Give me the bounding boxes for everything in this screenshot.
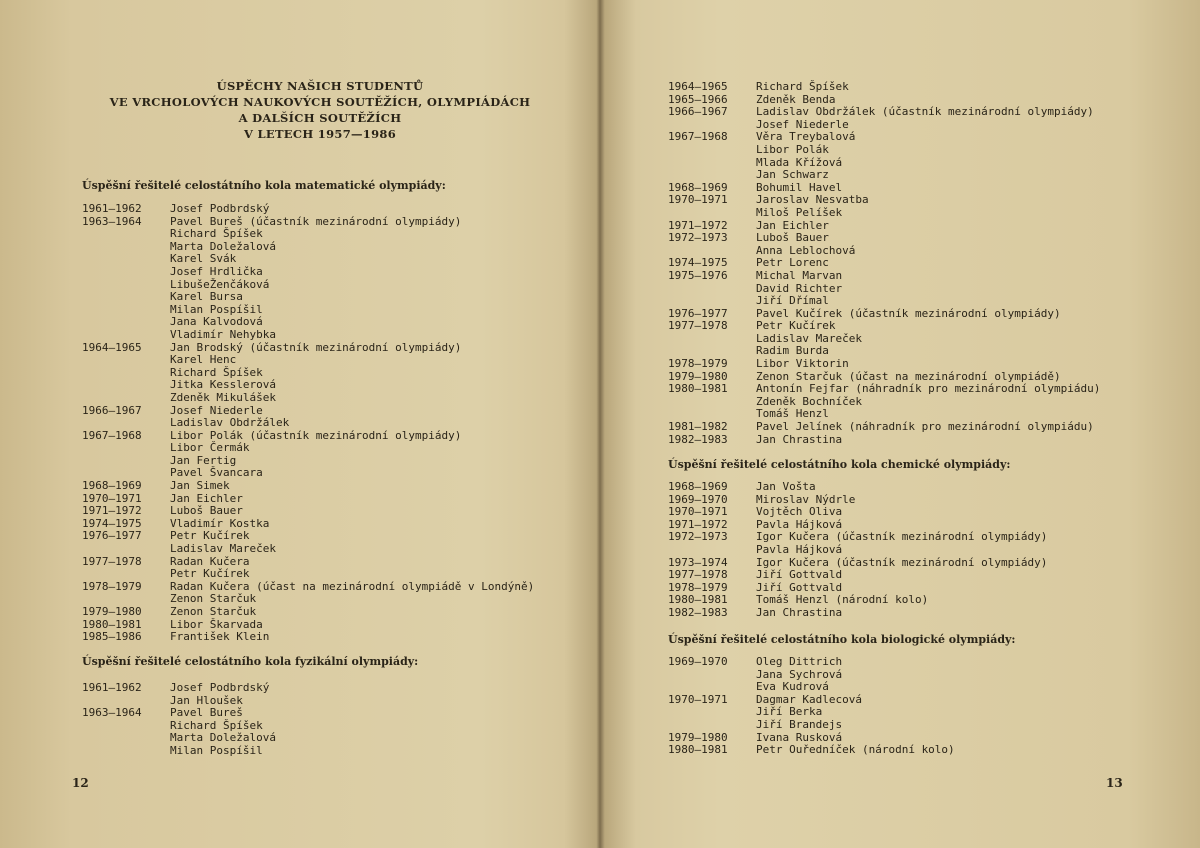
- document-title: [80, 78, 560, 142]
- year-range: [82, 354, 170, 367]
- student-name: Libor Polák (účastník mezinárodní olympiády): [170, 428, 462, 442]
- student-name: Libor Viktorin: [756, 357, 849, 371]
- math-olympiad-list: [82, 203, 534, 644]
- list-item: [668, 506, 1047, 519]
- student-name: Jan Brodský (účastník mezinárodní olympiády): [170, 340, 462, 354]
- list-item: [668, 131, 1100, 144]
- year-range: [82, 442, 170, 455]
- year-range: 1970—1971: [668, 692, 728, 706]
- year-range: [82, 720, 170, 733]
- student-name: Pavel Kučírek (účastník mezinárodní olympiády): [756, 306, 1061, 320]
- student-name: Jiří Brandejs: [756, 717, 843, 731]
- list-item: [668, 194, 1100, 207]
- year-range: [82, 392, 170, 405]
- student-name: Jan Schwarz: [756, 168, 829, 182]
- student-name: Petr Kučírek: [170, 529, 250, 543]
- list-item: [668, 257, 1100, 270]
- student-name: Luboš Bauer: [756, 231, 829, 245]
- student-name: Jiří Gottvald: [756, 568, 843, 582]
- title-line: V LETECH 1957—1986: [243, 127, 397, 141]
- list-item: [82, 203, 534, 216]
- year-range: 1978—1979: [82, 579, 142, 593]
- list-item: [668, 544, 1047, 557]
- list-item: [668, 308, 1100, 321]
- year-range: [82, 732, 170, 745]
- year-range: 1970—1971: [668, 505, 728, 519]
- year-range: 1971—1972: [82, 504, 142, 518]
- list-item: [668, 345, 1100, 358]
- year-range: [82, 745, 170, 758]
- list-item: [668, 333, 1100, 346]
- page-number: 12: [72, 776, 89, 790]
- year-range: [82, 228, 170, 241]
- student-name: Dagmar Kadlecová: [756, 692, 862, 706]
- list-item: [82, 442, 534, 455]
- chemistry-olympiad-list: [668, 481, 1047, 620]
- student-name: Jan Eichler: [756, 218, 829, 232]
- year-range: 1982—1983: [668, 605, 728, 619]
- year-range: 1968—1969: [668, 180, 728, 194]
- student-name: Pavla Hájková: [756, 517, 843, 531]
- student-name: Zdeněk Benda: [756, 92, 836, 106]
- year-range: 1972—1973: [668, 231, 728, 245]
- student-name: Věra Treybalová: [756, 130, 856, 144]
- year-range: [668, 333, 756, 346]
- student-name: Marta Doležalová: [170, 731, 276, 745]
- list-item: [668, 232, 1100, 245]
- year-range: [82, 316, 170, 329]
- student-name: Eva Kudrová: [756, 680, 829, 694]
- list-item: [82, 606, 534, 619]
- year-range: [668, 157, 756, 170]
- student-name: Pavel Bureš: [170, 706, 243, 720]
- list-item: [82, 530, 534, 543]
- year-range: 1976—1977: [82, 529, 142, 543]
- student-name: Zdeněk Bochníček: [756, 394, 862, 408]
- year-range: [668, 706, 756, 719]
- year-range: 1963—1964: [82, 214, 142, 228]
- student-name: Ladislav Obdržálek: [170, 416, 290, 430]
- year-range: 1973—1974: [668, 555, 728, 569]
- year-range: 1976—1977: [668, 306, 728, 320]
- student-name: Miroslav Nýdrle: [756, 492, 856, 506]
- list-item: [668, 719, 955, 732]
- year-range: [82, 291, 170, 304]
- list-item: [82, 379, 534, 392]
- year-range: 1964—1965: [668, 80, 728, 93]
- list-item: [668, 481, 1047, 494]
- year-range: 1967—1968: [82, 428, 142, 442]
- year-range: 1969—1970: [668, 655, 728, 668]
- list-item: [668, 169, 1100, 182]
- year-range: [668, 169, 756, 182]
- year-range: [82, 304, 170, 317]
- list-item: [668, 283, 1100, 296]
- student-name: Ivana Rusková: [756, 730, 843, 744]
- list-item: [82, 480, 534, 493]
- student-name: Tomáš Henzl: [756, 407, 829, 421]
- list-item: [668, 207, 1100, 220]
- list-item: [82, 631, 534, 644]
- list-item: [668, 182, 1100, 195]
- student-name: Jiří Gottvald: [756, 580, 843, 594]
- list-item: [82, 354, 534, 367]
- year-range: 1977—1978: [82, 554, 142, 568]
- title-line: ÚSPĚCHY NAŠICH STUDENTŮ: [216, 79, 424, 93]
- student-name: Igor Kučera (účastník mezinárodní olympiády): [756, 555, 1048, 569]
- year-range: 1961—1962: [82, 681, 142, 694]
- year-range: 1978—1979: [668, 580, 728, 594]
- student-name: Jiří Berka: [756, 705, 823, 719]
- year-range: [668, 544, 756, 557]
- student-name: Petr Ouředníček (národní kolo): [756, 743, 955, 757]
- list-item: [82, 329, 534, 342]
- list-item: [668, 421, 1100, 434]
- student-name: Josef Podbrdský: [170, 202, 270, 215]
- student-name: Josef Niederle: [756, 117, 849, 131]
- list-item: [82, 417, 534, 430]
- year-range: [668, 144, 756, 157]
- student-name: Richard Špíšek: [170, 227, 263, 241]
- student-name: Igor Kučera (účastník mezinárodní olympiády): [756, 530, 1048, 544]
- student-name: František Klein: [170, 630, 270, 644]
- list-item: [82, 228, 534, 241]
- year-range: [82, 241, 170, 254]
- list-item: [668, 607, 1047, 620]
- biology-olympiad-heading: Úspěšní řešitelé celostátního kola biologické olympiády:: [668, 633, 1016, 646]
- year-range: 1974—1975: [82, 516, 142, 530]
- student-name: Jan Hloušek: [170, 693, 243, 707]
- student-name: Libor Polák: [756, 142, 829, 156]
- list-item: [82, 568, 534, 581]
- physics-olympiad-heading: Úspěšní řešitelé celostátního kola fyzikální olympiády:: [82, 655, 419, 668]
- year-range: [668, 207, 756, 220]
- year-range: 1972—1973: [668, 530, 728, 544]
- list-item: [668, 157, 1100, 170]
- student-name: Jan Fertig: [170, 453, 237, 467]
- title-line: A DALŠÍCH SOUTĚŽÍCH: [238, 111, 402, 125]
- year-range: 1980—1981: [668, 382, 728, 396]
- student-name: Luboš Bauer: [170, 504, 243, 518]
- year-range: 1965—1966: [668, 92, 728, 106]
- list-item: [82, 291, 534, 304]
- year-range: [82, 417, 170, 430]
- student-name: Karel Bursa: [170, 290, 243, 304]
- year-range: 1979—1980: [82, 605, 142, 618]
- student-name: Petr Kučírek: [756, 319, 836, 333]
- list-item: [668, 295, 1100, 308]
- year-range: [82, 266, 170, 279]
- list-item: [82, 745, 276, 758]
- list-item: [82, 493, 534, 506]
- student-name: Karel Henc: [170, 353, 237, 367]
- list-item: [668, 656, 955, 669]
- list-item: [668, 569, 1047, 582]
- year-range: 1966—1967: [668, 105, 728, 119]
- list-item: [668, 383, 1100, 396]
- student-name: Jaroslav Nesvatba: [756, 193, 869, 207]
- list-item: [82, 266, 534, 279]
- year-range: 1971—1972: [668, 218, 728, 232]
- list-item: [82, 430, 534, 443]
- student-name: Pavel Švancara: [170, 466, 263, 480]
- student-name: Richard Špíšek: [756, 80, 849, 93]
- student-name: Jana Sychrová: [756, 667, 843, 681]
- title-line: VE VRCHOLOVÝCH NAUKOVÝCH SOUTĚŽÍCH, OLYMPIÁDÁCH: [109, 95, 531, 109]
- student-name: Ladislav Obdržálek (účastník mezinárodní olympiády): [756, 105, 1094, 119]
- left-page: [0, 0, 598, 848]
- list-item: [668, 531, 1047, 544]
- year-range: 1980—1981: [668, 743, 728, 757]
- student-name: LibušeŽenčáková: [170, 277, 270, 291]
- physics-olympiad-list-continued: [668, 81, 1100, 446]
- list-item: [82, 405, 534, 418]
- page-number: 13: [1106, 776, 1123, 790]
- list-item: [668, 434, 1100, 447]
- year-range: 1977—1978: [668, 319, 728, 333]
- list-item: [668, 144, 1100, 157]
- list-item: [82, 543, 534, 556]
- student-name: Milan Pospíšil: [170, 743, 263, 757]
- student-name: Richard Špíšek: [170, 718, 263, 732]
- year-range: 1969—1970: [668, 492, 728, 506]
- student-name: Karel Svák: [170, 252, 237, 266]
- list-item: [668, 81, 1100, 94]
- year-range: 1970—1971: [82, 491, 142, 505]
- student-name: Milan Pospíšil: [170, 302, 263, 316]
- student-name: Jitka Kesslerová: [170, 378, 276, 392]
- year-range: 1979—1980: [668, 369, 728, 383]
- list-item: [82, 682, 276, 695]
- student-name: Radim Burda: [756, 344, 829, 358]
- student-name: Anna Leblochová: [756, 243, 856, 257]
- student-name: Radan Kučera: [170, 554, 250, 568]
- list-item: [668, 245, 1100, 258]
- year-range: [668, 295, 756, 308]
- student-name: Ladislav Mareček: [756, 331, 862, 345]
- list-item: [82, 455, 534, 468]
- student-name: Josef Podbrdský: [170, 681, 270, 694]
- year-range: 1967—1968: [668, 130, 728, 144]
- list-item: [82, 316, 534, 329]
- year-range: [668, 719, 756, 732]
- list-item: [668, 744, 955, 757]
- student-name: Mlada Křížová: [756, 155, 843, 169]
- list-item: [82, 216, 534, 229]
- year-range: 1963—1964: [82, 706, 142, 720]
- year-range: 1961—1962: [82, 202, 142, 215]
- student-name: Zenon Starčuk: [170, 592, 257, 606]
- list-item: [82, 593, 534, 606]
- year-range: 1985—1986: [82, 630, 142, 644]
- list-item: [82, 392, 534, 405]
- list-item: [668, 681, 955, 694]
- year-range: 1979—1980: [668, 730, 728, 744]
- math-olympiad-heading: Úspěšní řešitelé celostátního kola matematické olympiády:: [82, 179, 446, 192]
- student-name: Pavel Bureš (účastník mezinárodní olympiády): [170, 214, 462, 228]
- student-name: Pavla Hájková: [756, 542, 843, 556]
- student-name: David Richter: [756, 281, 843, 295]
- student-name: Ladislav Mareček: [170, 542, 276, 556]
- year-range: 1980—1981: [82, 617, 142, 631]
- student-name: Jan Chrastina: [756, 605, 843, 619]
- student-name: Pavel Jelínek (náhradník pro mezinárodní olympiádu): [756, 420, 1094, 434]
- year-range: 1978—1979: [668, 357, 728, 371]
- year-range: [82, 379, 170, 392]
- student-name: Antonín Fejfar (náhradník pro mezinárodní olympiádu): [756, 382, 1101, 396]
- year-range: 1968—1969: [82, 479, 142, 493]
- student-name: Petr Lorenc: [756, 256, 829, 270]
- list-item: [82, 304, 534, 317]
- year-range: [82, 367, 170, 380]
- year-range: [82, 543, 170, 556]
- year-range: 1971—1972: [668, 517, 728, 531]
- student-name: Zenon Starčuk (účast na mezinárodní olympiádě): [756, 369, 1061, 383]
- year-range: [668, 396, 756, 409]
- student-name: Oleg Dittrich: [756, 655, 843, 668]
- year-range: [82, 279, 170, 292]
- student-name: Tomáš Henzl (národní kolo): [756, 593, 929, 607]
- list-item: [82, 581, 534, 594]
- student-name: Petr Kučírek: [170, 567, 250, 581]
- student-name: Libor Čermák: [170, 441, 250, 455]
- student-name: Josef Hrdlička: [170, 264, 263, 278]
- list-item: [668, 270, 1100, 283]
- list-item: [82, 342, 534, 355]
- list-item: [82, 707, 276, 720]
- list-item: [668, 358, 1100, 371]
- year-range: 1968—1969: [668, 480, 728, 493]
- year-range: 1981—1982: [668, 420, 728, 434]
- student-name: Jana Kalvodová: [170, 315, 263, 329]
- year-range: 1975—1976: [668, 268, 728, 282]
- year-range: [668, 283, 756, 296]
- list-item: [82, 253, 534, 266]
- year-range: [82, 568, 170, 581]
- year-range: [82, 455, 170, 468]
- list-item: [82, 619, 534, 632]
- student-name: Vojtěch Oliva: [756, 505, 843, 519]
- year-range: 1966—1967: [82, 403, 142, 417]
- year-range: [82, 253, 170, 266]
- list-item: [668, 320, 1100, 333]
- student-name: Josef Niederle: [170, 403, 263, 417]
- list-item: [668, 220, 1100, 233]
- student-name: Vladimír Kostka: [170, 516, 270, 530]
- year-range: 1977—1978: [668, 568, 728, 582]
- student-name: Miloš Pelíšek: [756, 205, 843, 219]
- student-name: Jiří Dřímal: [756, 294, 829, 308]
- student-name: Zdeněk Mikulášek: [170, 390, 276, 404]
- year-range: 1980—1981: [668, 593, 728, 607]
- student-name: Zenon Starčuk: [170, 605, 257, 618]
- list-item: [82, 505, 534, 518]
- student-name: Bohumil Havel: [756, 180, 843, 194]
- list-item: [668, 106, 1100, 119]
- physics-olympiad-list: [82, 682, 276, 758]
- year-range: 1964—1965: [82, 340, 142, 354]
- list-item: [668, 119, 1100, 132]
- right-page: [602, 0, 1200, 848]
- year-range: 1982—1983: [668, 432, 728, 446]
- year-range: [668, 681, 756, 694]
- student-name: Radan Kučera (účast na mezinárodní olympiádě v Londýně): [170, 579, 535, 593]
- student-name: Michal Marvan: [756, 268, 843, 282]
- student-name: Vladimír Nehybka: [170, 327, 276, 341]
- list-item: [82, 367, 534, 380]
- biology-olympiad-list: [668, 656, 955, 757]
- chemistry-olympiad-heading: Úspěšní řešitelé celostátního kola chemické olympiády:: [668, 458, 1011, 471]
- list-item: [82, 467, 534, 480]
- list-item: [82, 241, 534, 254]
- list-item: [82, 279, 534, 292]
- list-item: [668, 396, 1100, 409]
- student-name: Marta Doležalová: [170, 239, 276, 253]
- student-name: Richard Špíšek: [170, 365, 263, 379]
- year-range: [668, 669, 756, 682]
- list-item: [82, 556, 534, 569]
- student-name: Jan Vošta: [756, 480, 816, 493]
- student-name: Jan Eichler: [170, 491, 243, 505]
- student-name: Jan Simek: [170, 479, 230, 493]
- year-range: [82, 329, 170, 342]
- list-item: [82, 518, 534, 531]
- year-range: 1974—1975: [668, 256, 728, 270]
- year-range: 1970—1971: [668, 193, 728, 207]
- student-name: Libor Škarvada: [170, 617, 263, 631]
- student-name: Jan Chrastina: [756, 432, 843, 446]
